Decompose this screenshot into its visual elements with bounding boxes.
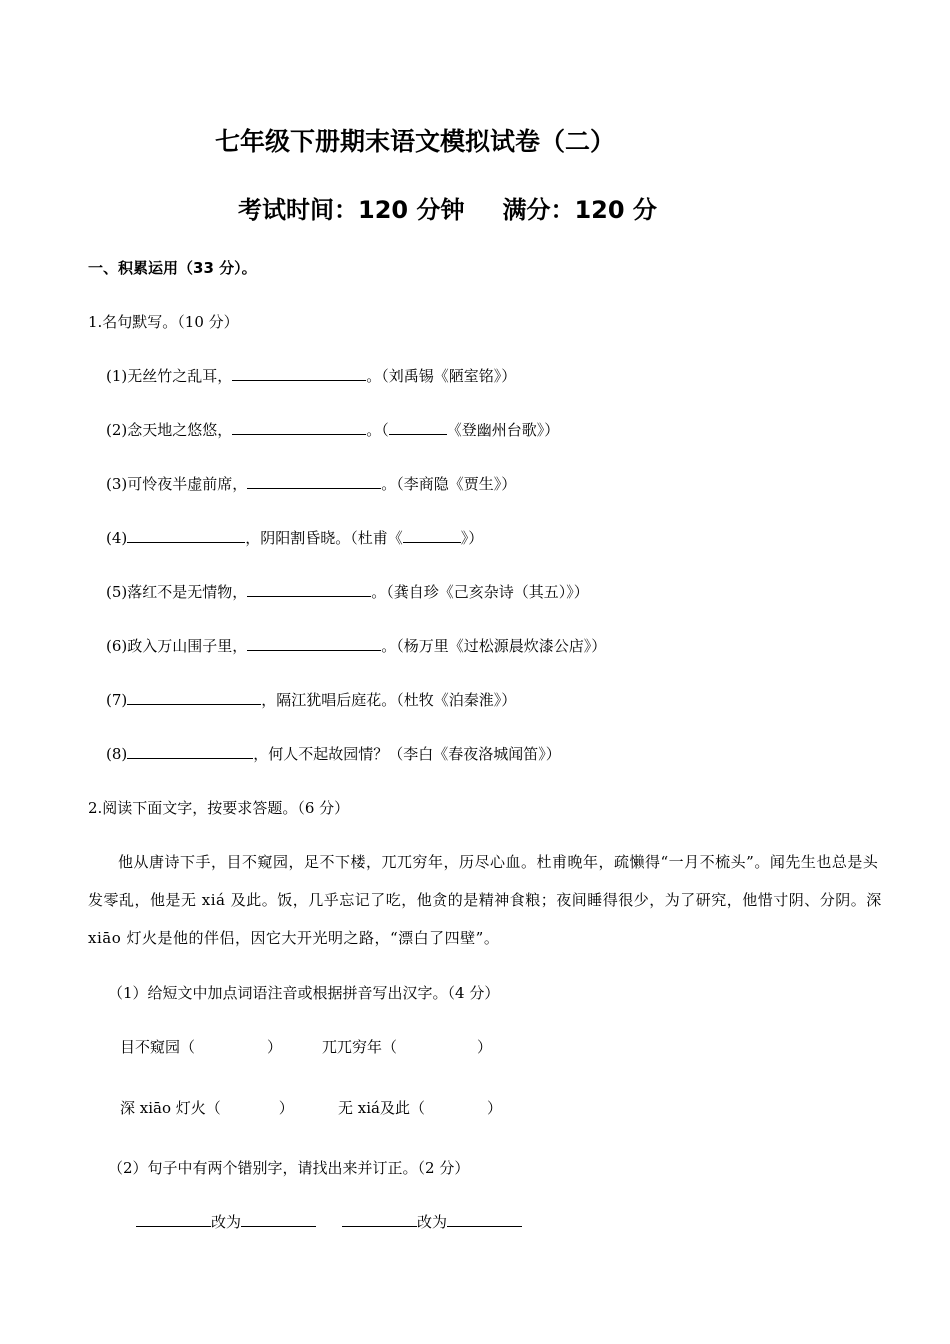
page-title: 七年级下册期末语文模拟试卷（二） [214,127,615,156]
author-blank[interactable] [389,420,447,435]
fill-item-b: 兀兀穷年（ ） [322,1038,493,1056]
fill-item-d: 无 xiá及此（ ） [338,1099,502,1117]
exam-time: 考试时间：120 分钟 [238,196,465,224]
quote-item-2: (2)念天地之悠悠， 。（ 《登幽州台歌》） [106,421,560,439]
answer-blank[interactable] [247,636,381,651]
quote-item-7: (7) ，隔江犹唱后庭花。（杜牧《泊秦淮》） [106,691,517,709]
answer-blank[interactable] [232,420,366,435]
quote-item-4: (4) ，阴阳割昏晓。（杜甫《 》） [106,529,484,547]
answer-blank[interactable] [127,528,245,543]
question-2-2-heading: （2）句子中有两个错别字，请找出来并订正。（2 分） [108,1159,470,1177]
answer-blank[interactable] [247,474,381,489]
correct-char-blank-2[interactable] [447,1212,522,1227]
question-2-1-heading: （1）给短文中加点词语注音或根据拼音写出汉字。（4 分） [108,984,500,1002]
full-score: 满分：120 分 [502,196,657,224]
reading-passage: 他从唐诗下手，目不窥园，足不下楼，兀兀穷年，历尽心血。杜甫晚年，疏懒得“一月不梳头”。闻先生也总是头发零乱，他是无 xiá 及此。饭，几乎忘记了吃，他贪的是精神食粮；夜间睡得很少，为了研究，他惜寸阴、分阴。深 xiāo 灯火是他的伴侣，因它大开光明之路，“漂白了四壁”。 [88,853,882,947]
quote-item-8: (8) ，何人不起故园情？（李白《春夜洛城闻笛》） [106,745,561,763]
answer-blank[interactable] [232,366,366,381]
wrong-char-blank-1[interactable] [136,1212,211,1227]
wrong-char-blank-2[interactable] [342,1212,417,1227]
quote-item-3: (3)可怜夜半虚前席， 。（李商隐《贾生》） [106,475,517,493]
title-blank[interactable] [403,528,461,543]
correction-row: 改为 改为 [136,1211,522,1232]
answer-blank[interactable] [247,582,371,597]
question-2-heading: 2.阅读下面文字，按要求答题。（6 分） [88,799,350,817]
fill-item-c: 深 xiāo 灯火（ ） [120,1099,294,1117]
correct-char-blank-1[interactable] [241,1212,316,1227]
exam-info [238,190,657,225]
quote-item-5: (5)落红不是无情物， 。（龚自珍《己亥杂诗（其五）》） [106,583,589,601]
quote-item-1: (1)无丝竹之乱耳， 。（刘禹锡《陋室铭》） [106,367,517,385]
section-heading: 一、积累运用（33 分）。 [88,259,257,277]
quote-item-6: (6)政入万山围子里， 。（杨万里《过松源晨炊漆公店》） [106,637,607,655]
question-1-heading: 1.名句默写。（10 分） [88,313,239,331]
fill-item-a: 目不窥园（ ） [120,1038,283,1056]
answer-blank[interactable] [127,744,253,759]
answer-blank[interactable] [127,690,261,705]
